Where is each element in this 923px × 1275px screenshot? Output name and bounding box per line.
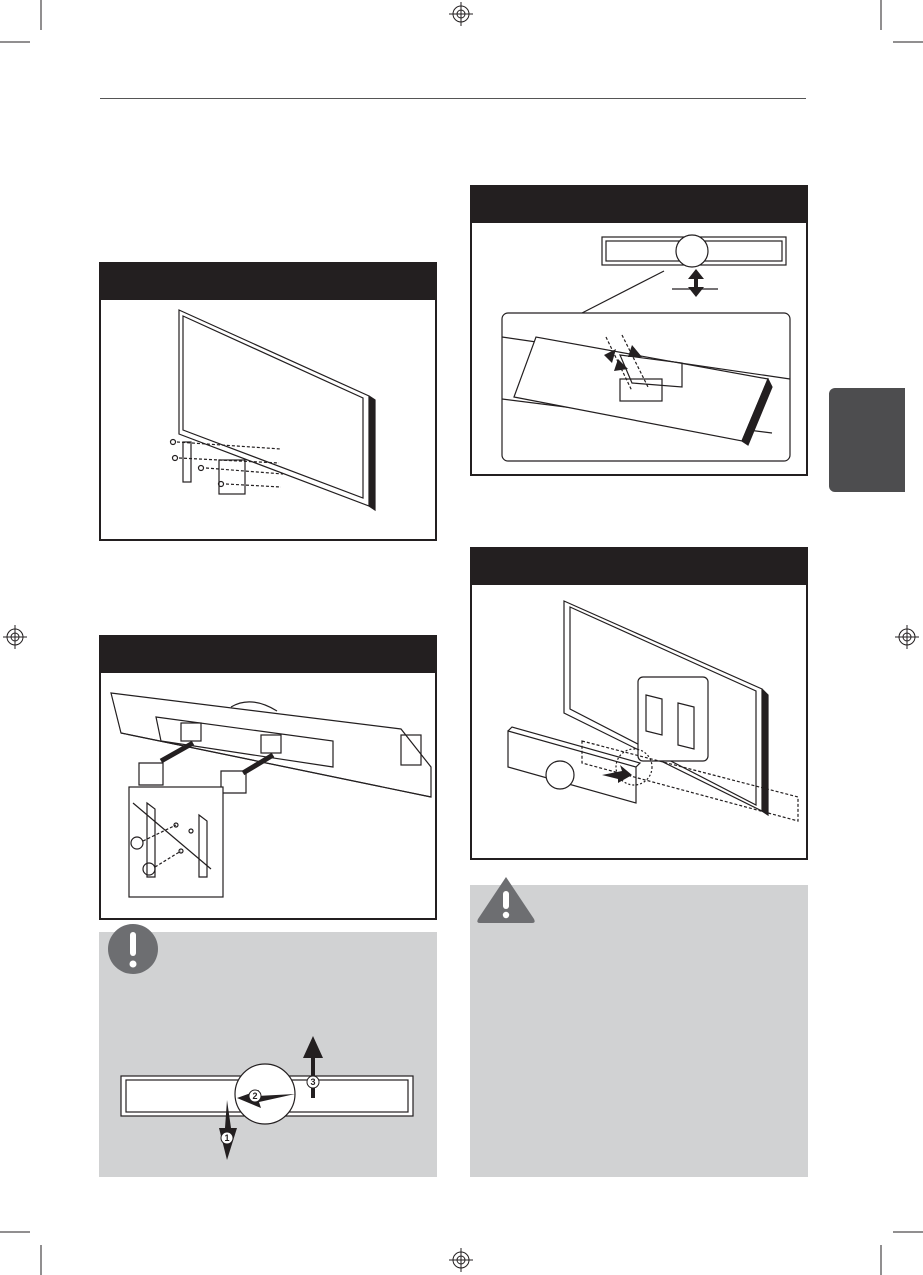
height-arrow: [688, 269, 704, 297]
exclamation-circle-icon: [108, 924, 158, 974]
caution-illustration: [470, 885, 808, 1177]
registration-mark-right: [895, 625, 919, 649]
header-rule: [100, 98, 806, 99]
registration-mark-left: [3, 625, 27, 649]
section-tab: [829, 388, 905, 492]
soundbar-bracket-illustration: [101, 637, 439, 922]
soundbar-stand-illustration: [472, 187, 810, 478]
note-box: [99, 932, 437, 1177]
figure-wall-mount: [470, 547, 808, 860]
callout-3: 3: [310, 1077, 316, 1087]
figure-soundbar-brackets: [99, 635, 437, 920]
registration-mark-top: [449, 2, 473, 26]
note-illustration: [99, 932, 437, 1177]
callout-2: 2: [252, 1091, 258, 1101]
caution-box: [470, 885, 808, 1177]
figure-tv-bracket: [99, 262, 437, 541]
registration-mark-bottom: [449, 1248, 473, 1272]
tv-bracket-illustration: [101, 264, 439, 543]
volume-dial-outline: [235, 1064, 295, 1124]
wall-mount-illustration: [472, 549, 810, 862]
figure-soundbar-stand: [470, 185, 808, 476]
callout-1: 1: [224, 1133, 230, 1143]
